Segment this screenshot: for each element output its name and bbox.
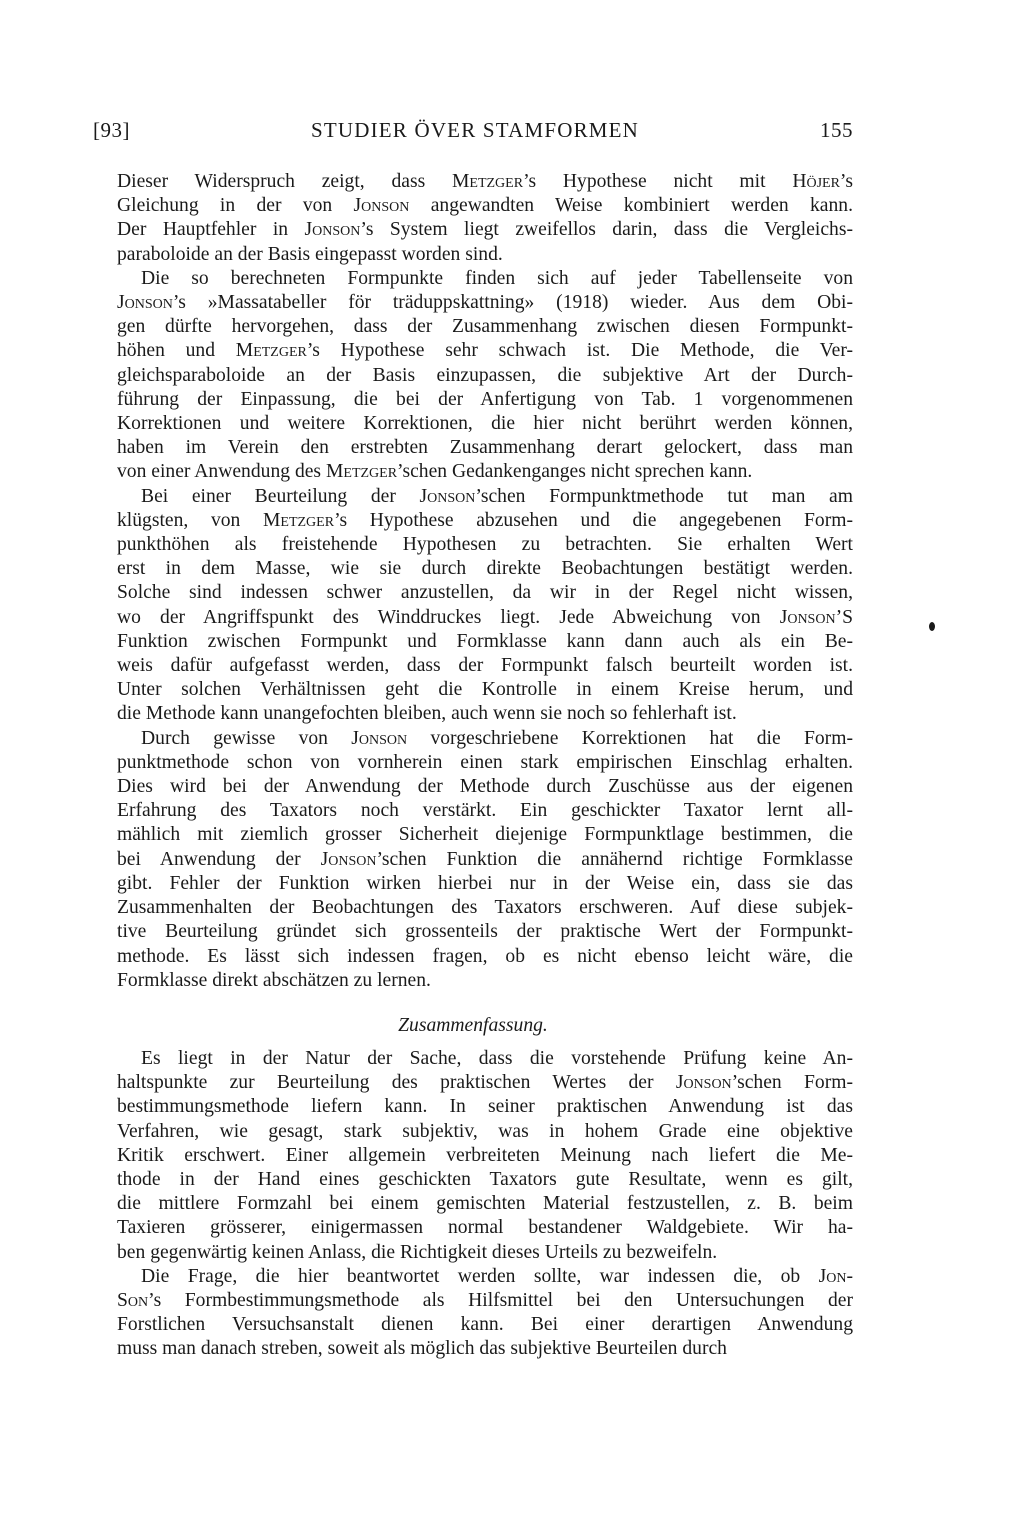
text-line: Son’s Formbestimmungsmethode als Hilfsmittel bei den Untersuchungen der: [117, 1289, 853, 1311]
paragraph: [93, 485, 853, 727]
text-line: Forstlichen Versuchsanstalt dienen kann. Bei einer derartigen Anwendung: [117, 1314, 853, 1336]
text-line: Taxieren grösserer, einigermassen normal bestandener Waldgebiete. Wir ha-: [117, 1217, 853, 1239]
text-line: Verfahren, wie gesagt, stark subjektiv, was in hohem Grade eine objektive: [117, 1120, 853, 1142]
paragraph: [93, 1047, 853, 1265]
text-line: haben im Verein den erstrebten Zusammenhang derart gelockert, dass man: [117, 437, 853, 459]
text-line: die mittlere Formzahl bei einem gemischten Material festzustellen, z. B. beim: [117, 1193, 853, 1215]
text-line: Gleichung in der von Jonson angewandten Weise kombiniert werden kann.: [117, 195, 853, 217]
text-line: bei Anwendung der Jonson’schen Funktion die annähernd richtige Formklasse: [117, 848, 853, 870]
page: [93, 118, 853, 1362]
margin-mark: [929, 622, 935, 631]
text-line: Formklasse direkt abschätzen zu lernen.: [117, 969, 431, 991]
text-line: mählich mit ziemlich grosser Sicherheit diejenige Formpunktlage bestimmen, die: [117, 824, 853, 846]
text-line: gen dürfte hervorgehen, dass der Zusammenhang zwischen diesen Formpunkt-: [117, 316, 853, 338]
text-line: Die Frage, die hier beantwortet werden sollte, war indessen die, ob Jon-: [141, 1265, 853, 1287]
text-line: höhen und Metzger’s Hypothese sehr schwach ist. Die Methode, die Ver-: [117, 340, 853, 362]
text-line: Unter solchen Verhältnissen geht die Kontrolle in einem Kreise herum, und: [117, 679, 853, 701]
page-reference: [93]: [93, 118, 130, 142]
text-line: von einer Anwendung des Metzger’schen Gedankenganges nicht sprechen kann.: [117, 461, 753, 483]
running-head: [93, 118, 853, 158]
text-line: paraboloide an der Basis eingepasst worden sind.: [117, 243, 503, 265]
text-line: methode. Es lässt sich indessen fragen, ob es nicht ebenso leicht wäre, die: [117, 945, 853, 967]
text-line: Zusammenhalten der Beobachtungen des Taxators erschweren. Auf diese subjek-: [117, 897, 853, 919]
body-text-after-heading: [93, 1047, 853, 1362]
text-line: Jonson’s »Massatabeller för träduppskattning» (1918) wieder. Aus dem Obi-: [117, 292, 853, 314]
paragraph: [93, 1265, 853, 1362]
text-line: punkthöhen als freistehende Hypothesen zu betrachten. Sie erhalten Wert: [117, 534, 853, 556]
text-line: führung der Einpassung, die bei der Anfertigung von Tab. 1 vorgenommenen: [117, 388, 853, 410]
text-line: thode in der Hand eines geschickten Taxators gute Resultate, wenn es gilt,: [117, 1168, 853, 1190]
text-line: Bei einer Beurteilung der Jonson’schen Formpunktmethode tut man am: [141, 485, 853, 507]
text-line: ben gegenwärtig keinen Anlass, die Richtigkeit dieses Urteils zu bezweifeln.: [117, 1241, 718, 1263]
text-line: die Methode kann unangefochten bleiben, auch wenn sie noch so fehlerhaft ist.: [117, 703, 737, 725]
text-line: gibt. Fehler der Funktion wirken hierbei nur in der Weise ein, dass sie das: [117, 872, 853, 894]
text-line: haltspunkte zur Beurteilung des praktischen Wertes der Jonson’schen Form-: [117, 1072, 853, 1094]
section-heading: Zusammenfassung.: [398, 1014, 548, 1036]
text-line: Dieser Widerspruch zeigt, dass Metzger’s Hypothese nicht mit Höjer’s: [117, 171, 853, 192]
text-line: Es liegt in der Natur der Sache, dass die vorstehende Prüfung keine An-: [141, 1047, 853, 1069]
text-line: Dies wird bei der Anwendung der Methode durch Zuschüsse aus der eigenen: [117, 776, 853, 798]
paragraph: [93, 170, 853, 267]
text-line: weis dafür aufgefasst werden, dass der Formpunkt falsch beurteilt worden ist.: [117, 655, 853, 677]
text-line: tive Beurteilung gründet sich grossenteils der praktische Wert der Formpunkt-: [117, 921, 853, 943]
text-line: Durch gewisse von Jonson vorgeschriebene Korrektionen hat die Form-: [141, 727, 853, 749]
text-line: Solche sind indessen schwer anzustellen, da wir in der Regel nicht wissen,: [117, 582, 853, 604]
text-line: klügsten, von Metzger’s Hypothese abzusehen und die angegebenen Form-: [117, 509, 853, 531]
text-line: Funktion zwischen Formpunkt und Formklasse kann dann auch als ein Be-: [117, 630, 853, 652]
text-line: erst in dem Masse, wie sie durch direkte Beobachtungen bestätigt werden.: [117, 558, 853, 580]
text-line: bestimmungsmethode liefern kann. In seiner praktischen Anwendung ist das: [117, 1096, 853, 1118]
text-line: Korrektionen und weitere Korrektionen, die hier nicht berührt werden können,: [117, 413, 853, 435]
text-line: Der Hauptfehler in Jonson’s System liegt zweifellos darin, dass die Vergleichs-: [117, 219, 853, 241]
page-number: 155: [820, 118, 853, 142]
text-line: wo der Angriffspunkt des Winddruckes liegt. Jede Abweichung von Jonson’S: [117, 606, 853, 628]
text-line: muss man danach streben, soweit als möglich das subjektive Beurteilen durch: [117, 1338, 727, 1360]
text-line: Erfahrung des Taxators noch verstärkt. Ein geschickter Taxator lernt all-: [117, 800, 853, 822]
running-title: STUDIER ÖVER STAMFORMEN: [310, 118, 640, 142]
body-text-before-heading: [93, 170, 853, 993]
text-line: gleichsparaboloide an der Basis einzupassen, die subjektive Art der Durch-: [117, 364, 853, 386]
paragraph: [93, 267, 853, 485]
text-line: Kritik erschwert. Einer allgemein verbreiteten Meinung nach liefert die Me-: [117, 1144, 853, 1166]
paragraph: [93, 727, 853, 993]
text-line: Die so berechneten Formpunkte finden sich auf jeder Tabellenseite von: [141, 267, 853, 289]
text-line: punktmethode schon von vornherein einen stark empirischen Einschlag erhalten.: [117, 751, 853, 773]
